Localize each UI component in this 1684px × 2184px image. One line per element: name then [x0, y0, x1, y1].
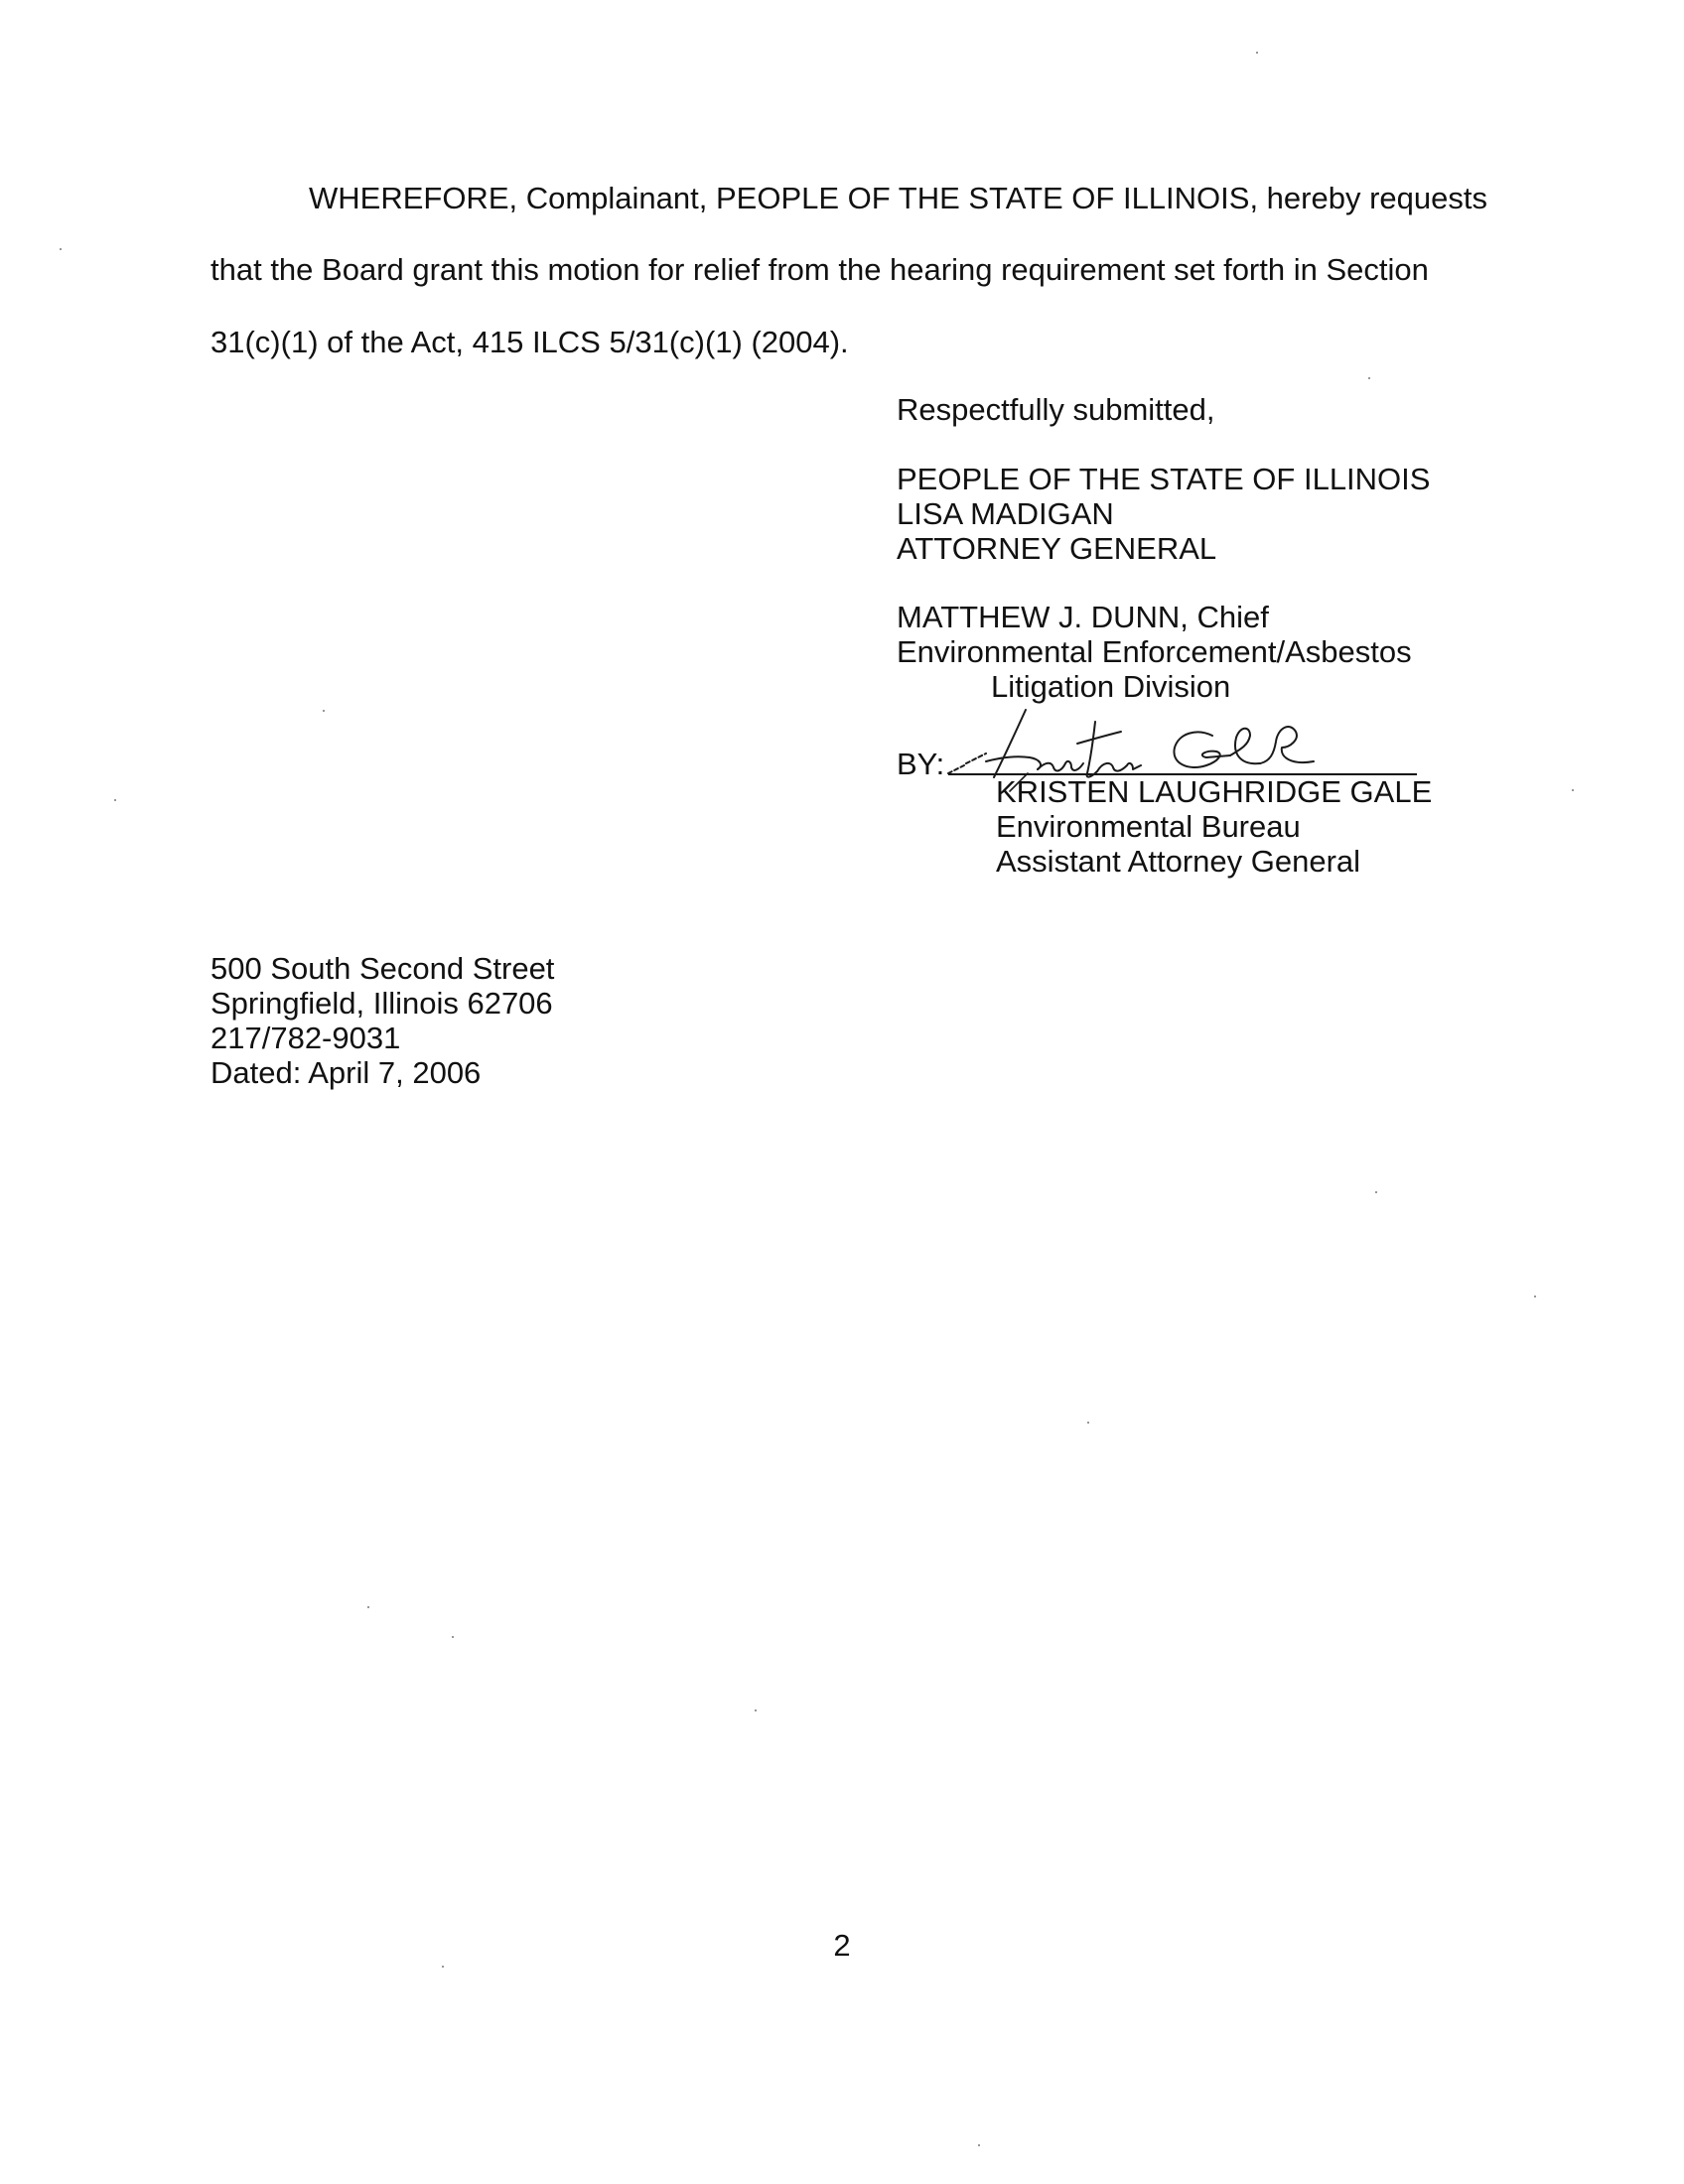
scan-speck	[367, 1606, 369, 1608]
scan-speck	[1256, 52, 1258, 54]
signer-bureau: Environmental Bureau	[996, 809, 1301, 844]
address-phone: 217/782-9031	[210, 1021, 401, 1055]
scan-speck	[323, 710, 325, 712]
body-line-1: WHEREFORE, Complainant, PEOPLE OF THE STATE OF ILLINOIS, hereby requests	[309, 181, 1487, 215]
scan-speck	[1375, 1191, 1377, 1193]
scan-speck	[452, 1636, 454, 1638]
division-block	[897, 600, 1412, 704]
page-number: 2	[833, 1928, 851, 1963]
scan-speck	[114, 799, 116, 801]
scan-speck	[978, 2144, 980, 2146]
chief-name: MATTHEW J. DUNN, Chief	[897, 600, 1269, 634]
attorney-title: ATTORNEY GENERAL	[897, 531, 1217, 566]
scan-speck	[1572, 789, 1574, 791]
scan-speck	[1087, 1422, 1089, 1424]
body-line-3: 31(c)(1) of the Act, 415 ILCS 5/31(c)(1) (2004).	[210, 325, 849, 359]
division-line-1: Environmental Enforcement/Asbestos	[897, 634, 1412, 669]
dated-line: Dated: April 7, 2006	[210, 1055, 482, 1090]
signer-name: KRISTEN LAUGHRIDGE GALE	[996, 774, 1433, 809]
closing-text: Respectfully submitted,	[897, 392, 1215, 427]
scan-speck	[442, 1966, 444, 1968]
attorney-name: LISA MADIGAN	[897, 496, 1114, 531]
address-block	[210, 951, 554, 1090]
by-label: BY:	[897, 747, 945, 781]
address-street: 500 South Second Street	[210, 951, 555, 986]
scan-speck	[1534, 1296, 1536, 1297]
signer-title: Assistant Attorney General	[996, 844, 1361, 879]
party-name: PEOPLE OF THE STATE OF ILLINOIS	[897, 462, 1431, 496]
body-line-2: that the Board grant this motion for relief from the hearing requirement set forth in Section	[210, 252, 1429, 287]
scan-speck	[755, 1709, 757, 1711]
signer-block	[996, 774, 1432, 879]
scan-speck	[1368, 377, 1370, 379]
address-city: Springfield, Illinois 62706	[210, 986, 553, 1021]
party-block	[897, 462, 1430, 566]
division-line-2: Litigation Division	[991, 669, 1231, 704]
scan-speck	[60, 248, 62, 250]
